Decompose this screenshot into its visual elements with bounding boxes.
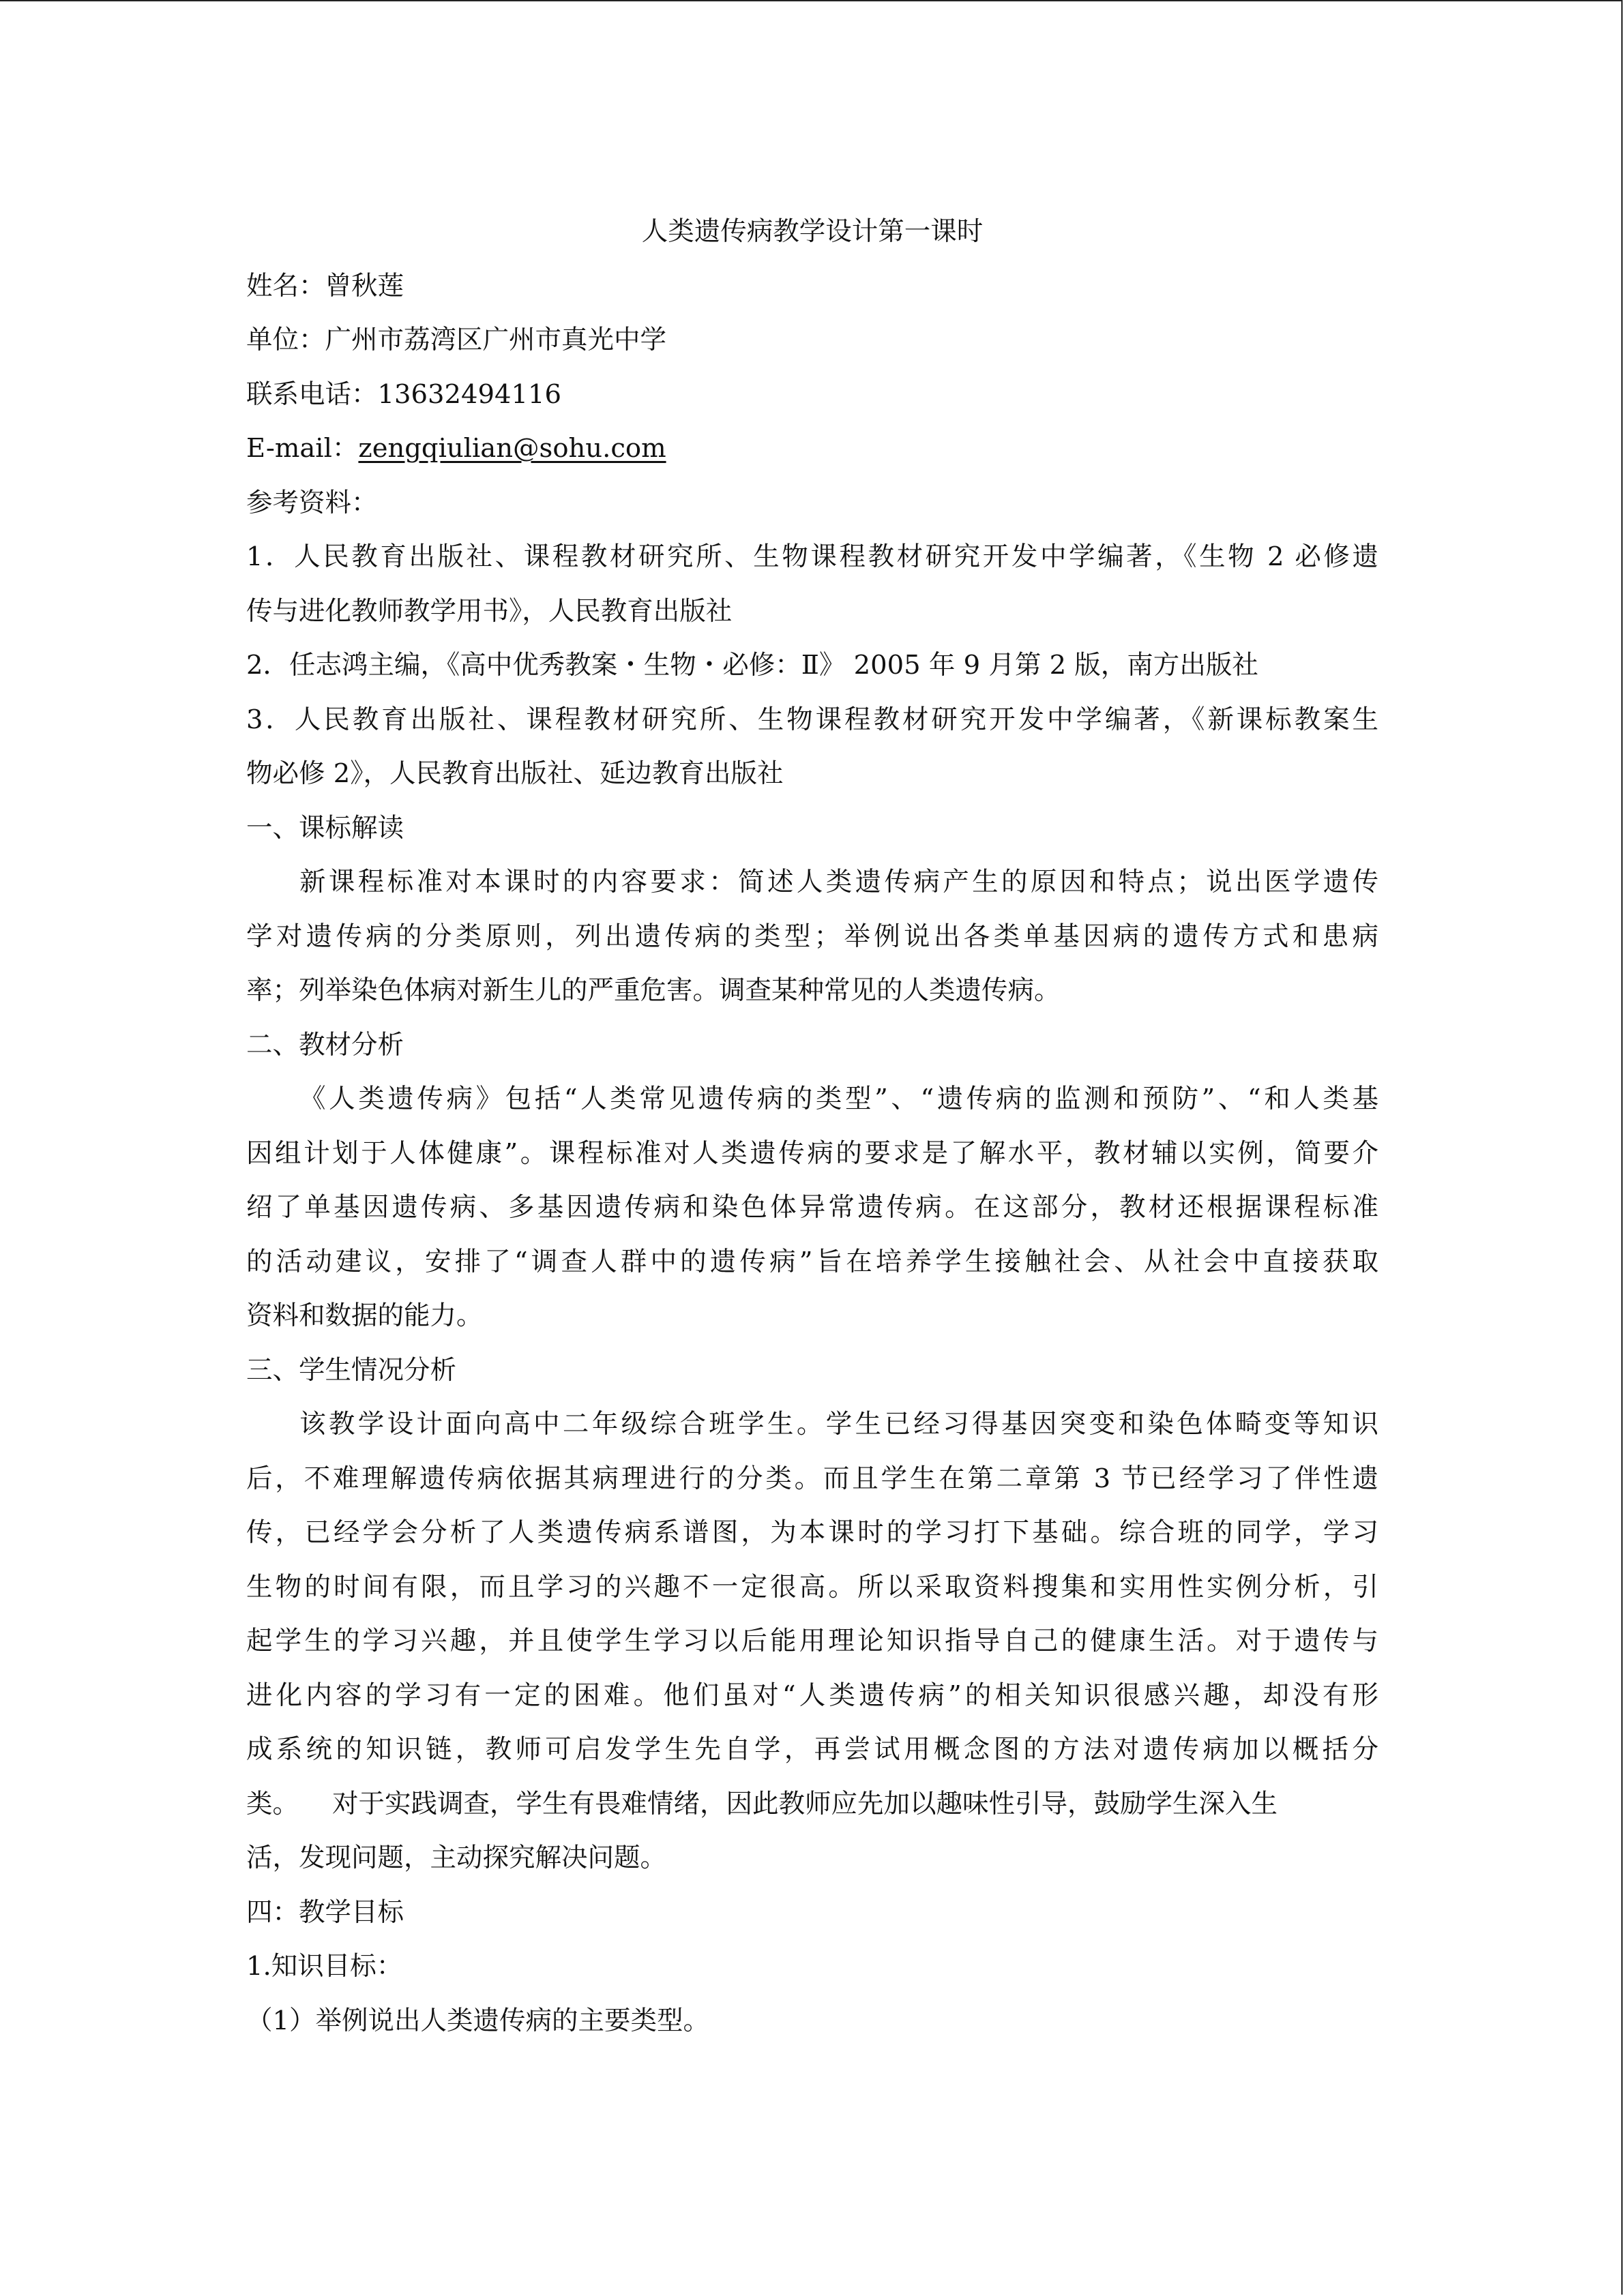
paragraph-line: 《人类遗传病》包括“人类常见遗传病的类型”、“遗传病的监测和预防”、“和人类基 — [299, 1084, 1378, 1114]
paragraph-line: 该教学设计面向高中二年级综合班学生。学生已经习得基因突变和染色体畸变等知识 — [299, 1409, 1378, 1440]
reference-line: 传与进化教师教学用书》，人民教育出版社 — [246, 595, 733, 627]
section-heading-curriculum: 一、课标解读 — [246, 812, 404, 844]
author-unit-line — [246, 313, 1378, 368]
author-phone-line — [246, 368, 1378, 422]
reference-line: 物必修 2》，人民教育出版社、延边教育出版社 — [246, 758, 784, 789]
paragraph-line: 活，发现问题，主动探究解决问题。 — [246, 1843, 667, 1873]
author-phone: 13632494116 — [377, 378, 561, 410]
paragraph-line: 成系统的知识链，教师可启发学生先自学，再尝试用概念图的方法对遗传病加以概括分 — [246, 1734, 1378, 1765]
paragraph-line: 因组计划于人体健康”。课程标准对人类遗传病的要求是了解水平，教材辅以实例，简要介 — [246, 1137, 1378, 1169]
paragraph-line: 起学生的学习兴趣，并且使学生学习以后能用理论知识指导自己的健康生活。对于遗传与 — [246, 1626, 1378, 1656]
paragraph-line: 新课程标准对本课时的内容要求：简述人类遗传病产生的原因和特点；说出医学遗传 — [299, 867, 1378, 897]
reference-line: 1．人民教育出版社、课程教材研究所、生物课程教材研究开发中学编著，《生物 2 必修遗 — [246, 541, 1378, 572]
section-heading-objectives: 四：教学目标 — [246, 1896, 404, 1928]
subsection-heading-knowledge: 1.知识目标： — [246, 1951, 403, 1982]
paragraph-line: 绍了单基因遗传病、多基因遗传病和染色体异常遗传病。在这部分，教材还根据课程标准 — [246, 1192, 1378, 1223]
paragraph-line: 学对遗传病的分类原则，列出遗传病的类型；举例说出各类单基因病的遗传方式和患病 — [246, 921, 1378, 952]
author-unit: 广州市荔湾区广州市真光中学 — [325, 325, 667, 355]
author-name: 曾秋莲 — [325, 270, 404, 301]
author-unit-label: 单位： — [246, 325, 325, 355]
section-heading-textbook: 二、教材分析 — [246, 1029, 404, 1060]
author-email-label: E-mail： — [246, 433, 359, 464]
paragraph-line: 率；列举染色体病对新生儿的严重危害。调查某种常见的人类遗传病。 — [246, 975, 1061, 1006]
paragraph-line: 传，已经学会分析了人类遗传病系谱图，为本课时的学习打下基础。综合班的同学，学习 — [246, 1517, 1378, 1548]
paragraph-line: 后，不难理解遗传病依据其病理进行的分类。而且学生在第二章第 3 节已经学习了伴性遗 — [246, 1463, 1378, 1494]
section-heading-students: 三、学生情况分析 — [246, 1354, 457, 1386]
objective-item: （1）举例说出人类遗传病的主要类型。 — [246, 2005, 709, 2036]
author-email-line — [246, 421, 1378, 476]
reference-line: 3．人民教育出版社、课程教材研究所、生物课程教材研究开发中学编著，《新课标教案生 — [246, 704, 1378, 735]
author-name-label: 姓名： — [246, 270, 325, 301]
author-phone-label: 联系电话： — [246, 378, 378, 410]
paragraph-line: 生物的时间有限，而且学习的兴趣不一定很高。所以采取资料搜集和实用性实例分析，引 — [246, 1571, 1378, 1602]
paragraph-line: 的活动建议，安排了“调查人群中的遗传病”旨在培养学生接触社会、从社会中直接获取 — [246, 1246, 1378, 1277]
author-name-line — [246, 259, 1378, 314]
paragraph-line: 进化内容的学习有一定的困难。他们虽对“人类遗传病”的相关知识很感兴趣，却没有形 — [246, 1680, 1378, 1711]
reference-line: 2．任志鸿主编，《高中优秀教案・生物・必修：Ⅱ》 2005 年 9 月第 2 版，南方出版社 — [246, 650, 1258, 681]
document-body — [246, 205, 1378, 2048]
paragraph-line: 资料和数据的能力。 — [246, 1300, 483, 1331]
paragraph-line: 类。 对于实践调查，学生有畏难情绪，因此教师应先加以趣味性引导，鼓励学生深入生 — [246, 1788, 1278, 1819]
document-title: 人类遗传病教学设计第一课时 — [641, 216, 984, 247]
author-email-link[interactable]: zengqiulian@sohu.com — [358, 433, 666, 464]
references-heading: 参考资料： — [246, 487, 378, 518]
